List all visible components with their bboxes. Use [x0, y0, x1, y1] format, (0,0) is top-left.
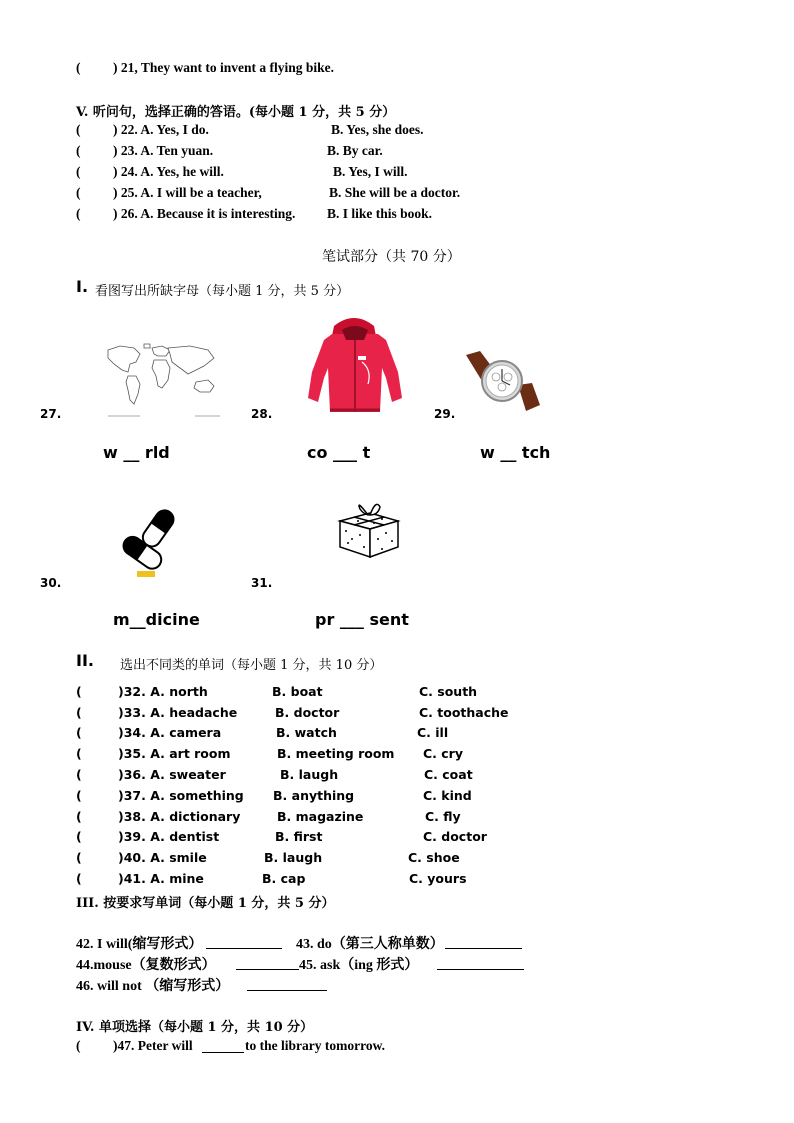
q46-answer-blank[interactable] — [247, 976, 327, 991]
q22-option-a: ) 22. A. Yes, I do. — [113, 122, 209, 137]
q40-option-b: B. laugh — [264, 850, 323, 865]
q21-text: ) 21, They want to invent a flying bike. — [113, 60, 335, 75]
q42-answer-blank[interactable] — [206, 934, 282, 949]
q40-option-c: C. shoe — [408, 850, 460, 865]
q39-option-b: B. first — [275, 829, 323, 844]
q36-option-b: B. laugh — [280, 767, 339, 782]
q34-paren: ( — [76, 725, 82, 740]
q42-label: 42. I will(缩写形式） — [76, 937, 203, 952]
item-28-number: 28. — [251, 407, 273, 421]
q35-paren: ( — [76, 746, 82, 761]
item-30-number: 30. — [40, 576, 62, 590]
gift-box-icon — [330, 495, 405, 560]
item-29-number: 29. — [434, 407, 456, 421]
q41-option-c: C. yours — [409, 871, 467, 886]
item-29-word: w __ tch — [480, 443, 551, 462]
section-iv-title: IV. 单项选择（每小题 1 分，共 10 分） — [76, 1020, 314, 1035]
q32-option-c: C. south — [419, 684, 478, 699]
item-31-word: pr ___ sent — [315, 610, 409, 629]
q36-paren: ( — [76, 767, 82, 782]
q22-paren: ( — [76, 122, 81, 137]
q35-option-b: B. meeting room — [277, 746, 395, 761]
q40-option-a: )40. A. smile — [118, 850, 207, 865]
q37-option-a: )37. A. something — [118, 788, 244, 803]
q32-option-b: B. boat — [272, 684, 323, 699]
q33-option-c: C. toothache — [419, 705, 509, 720]
item-27-number: 27. — [40, 407, 62, 421]
q44-label: 44.mouse（复数形式） — [76, 958, 216, 973]
q35-option-a: )35. A. art room — [118, 746, 231, 761]
section-i-numeral: I. — [76, 277, 89, 296]
q45-answer-blank[interactable] — [437, 955, 524, 970]
jacket-icon — [302, 312, 408, 418]
q41-paren: ( — [76, 871, 82, 886]
q37-option-c: C. kind — [423, 788, 472, 803]
q34-option-a: )34. A. camera — [118, 725, 222, 740]
q39-option-c: C. doctor — [423, 829, 487, 844]
q21-paren: ( — [76, 60, 81, 75]
q43-label: 43. do（第三人称单数） — [296, 937, 444, 952]
q38-paren: ( — [76, 809, 82, 824]
section-i-title: 看图写出所缺字母（每小题 1 分，共 5 分） — [95, 284, 350, 299]
q26-option-a: ) 26. A. Because it is interesting. — [113, 206, 296, 221]
q32-paren: ( — [76, 684, 82, 699]
q36-option-a: )36. A. sweater — [118, 767, 226, 782]
section-ii-title: 选出不同类的单词（每小题 1 分，共 10 分） — [120, 658, 383, 673]
q39-option-a: )39. A. dentist — [118, 829, 220, 844]
q26-paren: ( — [76, 206, 81, 221]
q32-option-a: )32. A. north — [118, 684, 208, 699]
q47-text-b: to the library tomorrow. — [245, 1038, 385, 1053]
section-ii-numeral: II. — [76, 651, 94, 670]
q24-paren: ( — [76, 164, 81, 179]
q24-option-b: B. Yes, I will. — [333, 164, 408, 179]
q38-option-b: B. magazine — [277, 809, 364, 824]
q33-option-a: )33. A. headache — [118, 705, 238, 720]
section-v-title: V. 听问句，选择正确的答语。(每小题 1 分，共 5 分） — [76, 105, 396, 120]
section-iii-title: III. 按要求写单词（每小题 1 分，共 5 分） — [76, 896, 335, 911]
world-map-icon — [100, 340, 225, 420]
q23-option-a: ) 23. A. Ten yuan. — [113, 143, 214, 158]
q34-option-c: C. ill — [417, 725, 449, 740]
q37-option-b: B. anything — [273, 788, 355, 803]
q35-option-c: C. cry — [423, 746, 463, 761]
q44-answer-blank[interactable] — [236, 955, 299, 970]
q25-option-a: ) 25. A. I will be a teacher, — [113, 185, 262, 200]
q24-option-a: ) 24. A. Yes, he will. — [113, 164, 224, 179]
q34-option-b: B. watch — [276, 725, 337, 740]
q38-option-a: )38. A. dictionary — [118, 809, 241, 824]
q25-paren: ( — [76, 185, 81, 200]
wristwatch-icon — [462, 345, 542, 415]
q23-paren: ( — [76, 143, 81, 158]
q47-text-a: )47. Peter will — [113, 1038, 193, 1053]
q46-label: 46. will not （缩写形式） — [76, 979, 230, 994]
q47-answer-blank[interactable] — [202, 1040, 244, 1053]
q45-label: 45. ask（ing 形式） — [299, 958, 419, 973]
q26-option-b: B. I like this book. — [327, 206, 433, 221]
q33-paren: ( — [76, 705, 82, 720]
q40-paren: ( — [76, 850, 82, 865]
item-28-word: co ___ t — [307, 443, 371, 462]
q43-answer-blank[interactable] — [445, 934, 522, 949]
item-30-word: m__dicine — [113, 610, 200, 629]
q22-option-b: B. Yes, she does. — [331, 122, 424, 137]
q41-option-b: B. cap — [262, 871, 306, 886]
written-part-title: 笔试部分（共 70 分） — [322, 249, 461, 265]
q39-paren: ( — [76, 829, 82, 844]
q41-option-a: )41. A. mine — [118, 871, 204, 886]
q37-paren: ( — [76, 788, 82, 803]
item-31-number: 31. — [251, 576, 273, 590]
pills-icon — [115, 505, 185, 583]
q36-option-c: C. coat — [424, 767, 473, 782]
q23-option-b: B. By car. — [327, 143, 383, 158]
q38-option-c: C. fly — [425, 809, 461, 824]
q33-option-b: B. doctor — [275, 705, 340, 720]
q47-paren: ( — [76, 1038, 81, 1053]
item-27-word: w __ rld — [103, 443, 170, 462]
q25-option-b: B. She will be a doctor. — [329, 185, 461, 200]
